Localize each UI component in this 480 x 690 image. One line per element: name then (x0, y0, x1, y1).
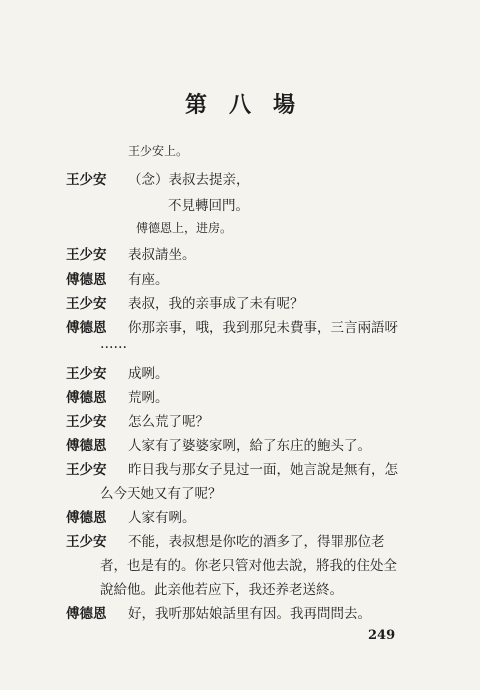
speech-continuation: 說給他。此亲他若应下，我还养老送終。 (100, 582, 343, 598)
speech-text: 好，我听那姑娘話里有因。我再問問去。 (128, 606, 371, 622)
speech-continuation: 不見轉回門。 (168, 198, 249, 214)
stage-direction: 傅德恩上，进房。 (136, 221, 233, 235)
speech-text: （念）表叔去提亲， (128, 172, 250, 188)
speaker-name: 王少安 (66, 366, 107, 382)
speech-text: 昨日我与那女子見过一面，她言說是無有，怎 (128, 462, 398, 478)
speech-text: 不能，表叔想是你吃的酒多了，得罪那位老 (128, 534, 385, 550)
speaker-name: 傅德恩 (66, 438, 107, 454)
speech-continuation: …… (100, 336, 127, 352)
speech-continuation: 么今天她又有了呢？ (100, 486, 222, 502)
speech-text: 表叔，我的亲事成了未有呢？ (128, 296, 304, 312)
speaker-name: 傅德恩 (66, 272, 107, 288)
speech-text: 人家有咧。 (128, 510, 196, 526)
speech-text: 人家有了婆婆家咧，給了东庄的鮑头了。 (128, 438, 371, 454)
stage-direction: 王少安上。 (128, 144, 189, 158)
speech-text: 荒咧。 (128, 390, 169, 406)
scene-title: 第八場 (184, 92, 317, 118)
speech-continuation: 者，也是有的。你老只管对他去說，將我的住处全 (100, 558, 397, 574)
speech-text: 成咧。 (128, 366, 169, 382)
speaker-name: 王少安 (66, 247, 107, 263)
speaker-name: 傅德恩 (66, 606, 107, 622)
speech-text: 表叔請坐。 (128, 247, 196, 263)
speech-text: 怎么荒了呢？ (128, 414, 209, 430)
speaker-name: 王少安 (66, 296, 107, 312)
speaker-name: 傅德恩 (66, 320, 107, 336)
speech-text: 你那亲事，哦，我到那兒未費事，三言兩語呀 (128, 320, 398, 336)
speech-text: 有座。 (128, 272, 169, 288)
speaker-name: 王少安 (66, 462, 107, 478)
speaker-name: 傅德恩 (66, 510, 107, 526)
page-number: 249 (368, 628, 396, 643)
speaker-name: 王少安 (66, 414, 107, 430)
speaker-name: 王少安 (66, 534, 107, 550)
speaker-name: 傅德恩 (66, 390, 107, 406)
speaker-name: 王少安 (66, 172, 107, 188)
